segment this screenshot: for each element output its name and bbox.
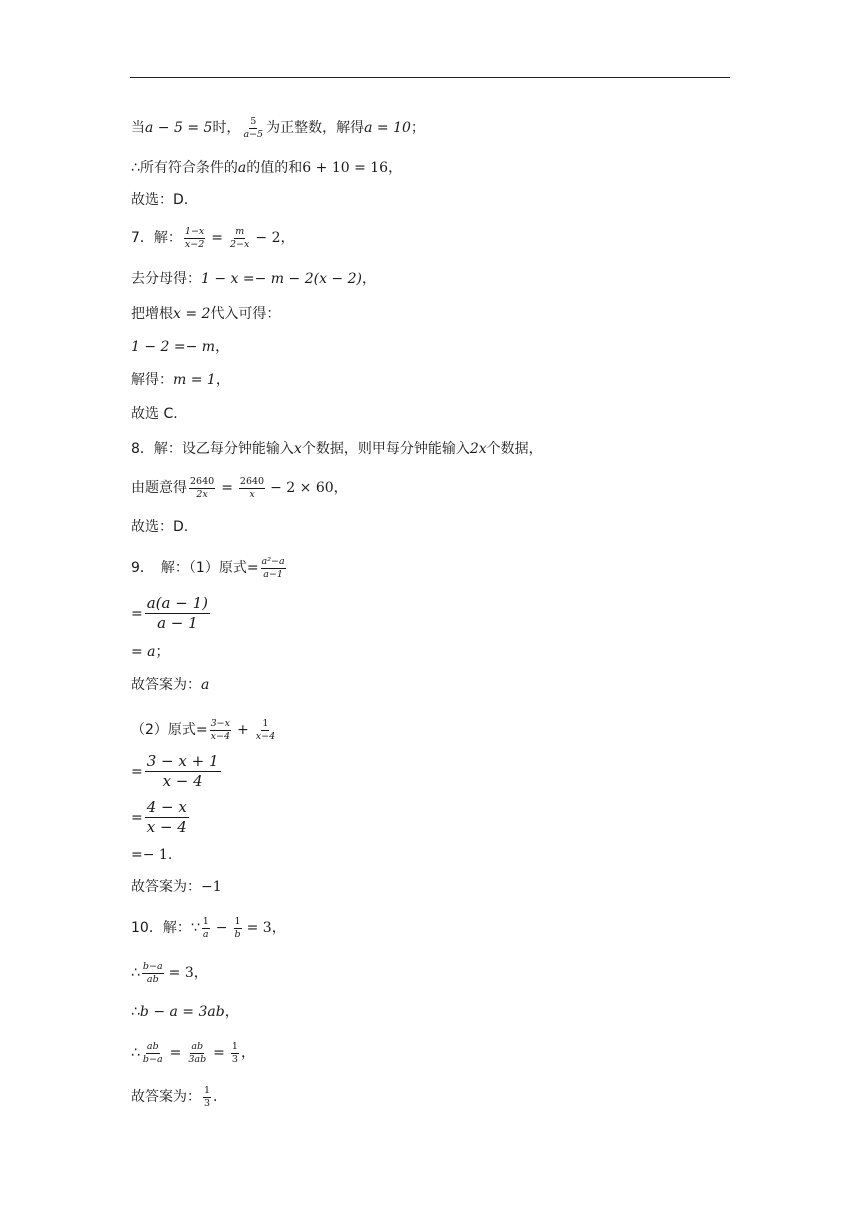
solution-line-24: ∴ b − a = 3ab ， — [131, 1004, 239, 1020]
solution-line-2: ∴所有符合条件的 a 的值的和 6 + 10 = 16 ， — [131, 160, 403, 176]
fraction: $\frac{1}{3}$ — [231, 1041, 238, 1065]
display-fraction: $\frac{3 - x + 1}{x - 4}$ — [146, 752, 219, 791]
math-condition: a − 5 = 5 — [145, 120, 213, 136]
solution-line-19: = $\frac{4 - x}{x - 4}$ — [131, 798, 187, 837]
solution-line-4: 7．解： $\frac{1-x}{x-2}$ = $\frac{m}{2-x}$ − 2 ， — [131, 226, 295, 250]
solution-line-13: 9． 解：（1）原式= $\frac{\text{a²−a}}{a-1}$ — [131, 556, 285, 580]
display-fraction: $\frac{4 - x}{x - 4}$ — [146, 798, 187, 837]
solution-line-18: = $\frac{3 - x + 1}{x - 4}$ — [131, 752, 219, 791]
fraction: $\frac{ab}{b-a}$ — [142, 1041, 163, 1065]
solution-line-6: 把增根 x = 2 代入可得： — [131, 306, 281, 322]
text: 为正整数，解得 — [266, 120, 365, 136]
solution-line-21: 故答案为： −1 — [131, 879, 222, 895]
solution-line-23: ∴ $\frac{b-a}{ab}$ = 3 ， — [131, 961, 208, 985]
fraction: $\frac{3-x}{x-4}$ — [210, 718, 231, 742]
solution-line-7: 1 − 2 =− m ， — [131, 339, 230, 355]
header-rule — [130, 77, 730, 78]
fraction: 5 a−5 — [243, 116, 264, 140]
solution-line-22: 10．解：∵ 1 a − $\frac{1}{b}$ = 3 ， — [131, 916, 286, 940]
math-expression: 1 − x =− m − 2(x − 2) — [201, 271, 362, 287]
solution-line-11: 由题意得 $\frac{2640}{2x}$ = $\frac{2640}{x}$ − 2 × 60 ， — [131, 476, 348, 500]
solution-line-9: 故选 C. — [131, 406, 178, 422]
fraction: $\frac{\text{a²−a}}{a-1}$ — [261, 556, 285, 580]
solution-line-12: 故选：D. — [131, 519, 189, 535]
math-sum: 6 + 10 = 16 — [302, 160, 389, 176]
math-result: a = 10 — [364, 120, 411, 136]
fraction: 1 a — [202, 916, 209, 940]
solution-line-17: （2）原式= $\frac{3-x}{x-4}$ + $\frac{1}{x-4}$ — [131, 718, 276, 742]
solution-line-1: 当 a − 5 = 5 时， 5 a−5 为正整数，解得 a = 10 ； — [131, 116, 425, 140]
solution-line-20: =− 1 . — [131, 847, 173, 863]
display-fraction: $\frac{a(a - 1)}{a - 1}$ — [146, 594, 208, 633]
solution-line-8: 解得： m = 1 ， — [131, 372, 230, 388]
fraction: $\frac{b-a}{ab}$ — [142, 961, 163, 985]
solution-line-16: 故答案为： a — [131, 677, 210, 693]
fraction: $\frac{m}{2-x}$ — [230, 226, 250, 250]
solution-line-14: = $\frac{a(a - 1)}{a - 1}$ — [131, 594, 208, 633]
solution-line-15: = a ； — [131, 644, 170, 660]
fraction: $\frac{1}{b}$ — [234, 916, 241, 940]
solution-line-10: 8．解：设乙每分钟能输入 x 个数据，则甲每分钟能输入 2x 个数据， — [131, 441, 543, 457]
text: 时， — [212, 120, 241, 136]
solution-line-26: 故答案为： 1 3 . — [131, 1085, 218, 1109]
fraction: $\frac{1}{x-4}$ — [255, 718, 276, 742]
fraction: $\frac{1-x}{x-2}$ — [184, 226, 205, 250]
fraction: $\frac{2640}{2x}$ — [190, 476, 215, 500]
solution-line-3: 故选：D. — [131, 192, 189, 208]
solution-line-25: ∴ $\frac{ab}{b-a}$ = $\frac{ab}{3ab}$ = $\frac{1}{3}$ ， — [131, 1041, 255, 1065]
solution-line-5: 去分母得： 1 − x =− m − 2(x − 2) ， — [131, 271, 376, 287]
fraction: $\frac{2640}{x}$ — [239, 476, 265, 500]
fraction: 1 3 — [204, 1085, 211, 1109]
text: 当 — [131, 120, 145, 136]
fraction: $\frac{ab}{3ab}$ — [188, 1041, 207, 1065]
